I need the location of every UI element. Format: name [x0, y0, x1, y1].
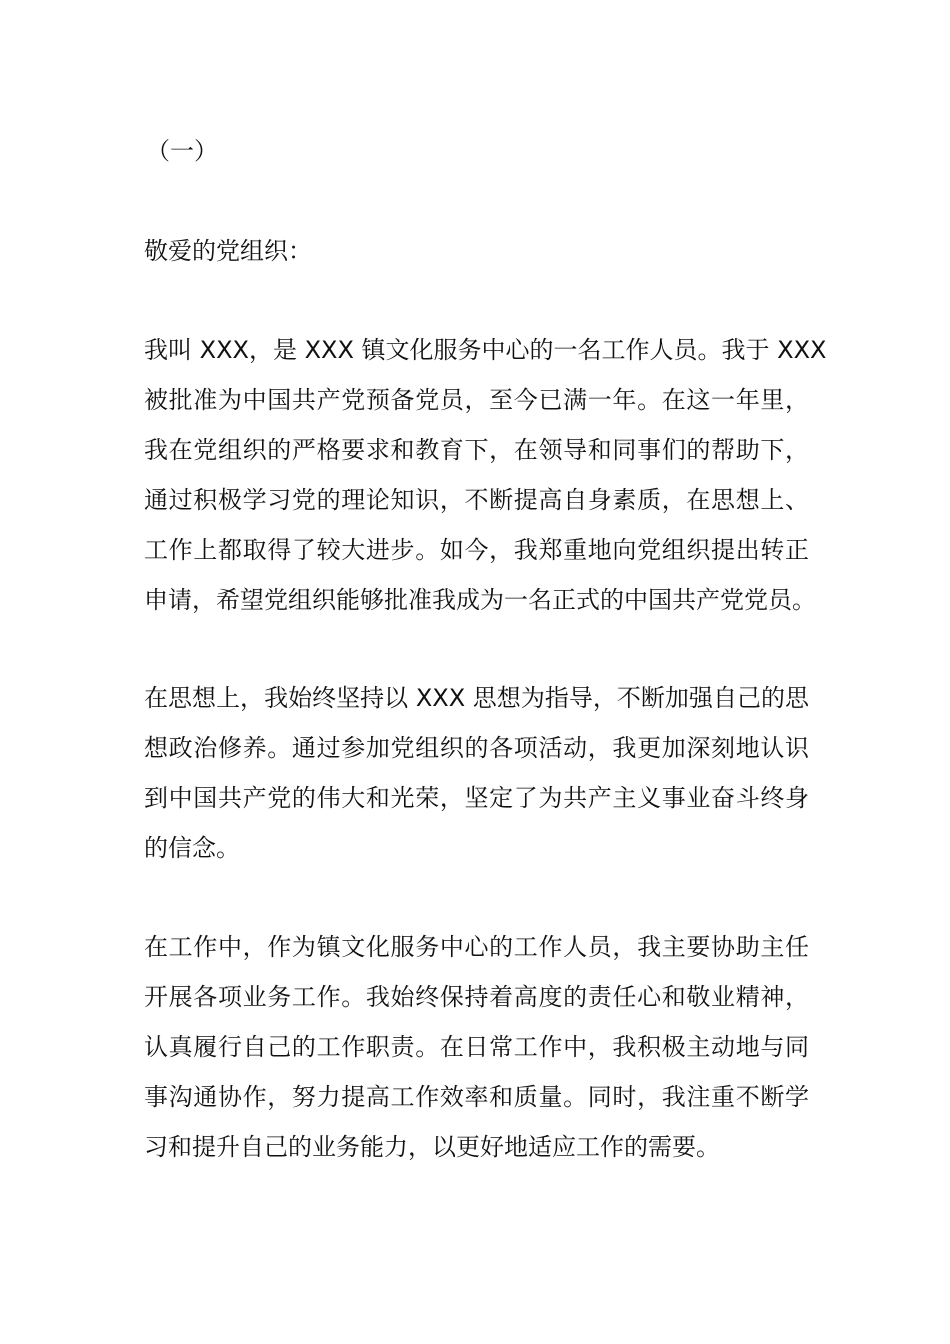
paragraph-line: 在工作中，作为镇文化服务中心的工作人员，我主要协助主任 [144, 933, 809, 961]
paragraph-line: 到中国共产党的伟大和光荣，坚定了为共产主义事业奋斗终身 [144, 784, 809, 812]
paragraph-line: 想政治修养。通过参加党组织的各项活动，我更加深刻地认识 [144, 734, 809, 762]
paragraph-line: 在思想上，我始终坚持以 XXX 思想为指导，不断加强自己的思 [144, 684, 809, 712]
paragraph-line: 通过积极学习党的理论知识，不断提高自身素质，在思想上、 [144, 486, 809, 514]
paragraph-line: 我叫 XXX，是 XXX 镇文化服务中心的一名工作人员。我于 XXX [144, 336, 827, 364]
section-marker: （一） [146, 137, 218, 165]
paragraph-line: 申请，希望党组织能够批准我成为一名正式的中国共产党党员。 [144, 586, 816, 614]
paragraph-line: 的信念。 [144, 834, 240, 862]
paragraph-line: 认真履行自己的工作职责。在日常工作中，我积极主动地与同 [144, 1033, 809, 1061]
salutation: 敬爱的党组织： [144, 237, 312, 265]
paragraph-line: 我在党组织的严格要求和教育下，在领导和同事们的帮助下， [144, 436, 809, 464]
paragraph-introduction [144, 325, 827, 625]
paragraph-line: 开展各项业务工作。我始终保持着高度的责任心和敬业精神， [144, 983, 809, 1011]
paragraph-work [144, 922, 809, 1172]
paragraph-line: 被批准为中国共产党预备党员，至今已满一年。在这一年里， [144, 386, 809, 414]
paragraph-line: 习和提升自己的业务能力，以更好地适应工作的需要。 [144, 1133, 720, 1161]
paragraph-line: 工作上都取得了较大进步。如今，我郑重地向党组织提出转正 [144, 536, 809, 564]
paragraph-ideology [144, 673, 809, 873]
paragraph-line: 事沟通协作，努力提高工作效率和质量。同时，我注重不断学 [144, 1083, 809, 1111]
